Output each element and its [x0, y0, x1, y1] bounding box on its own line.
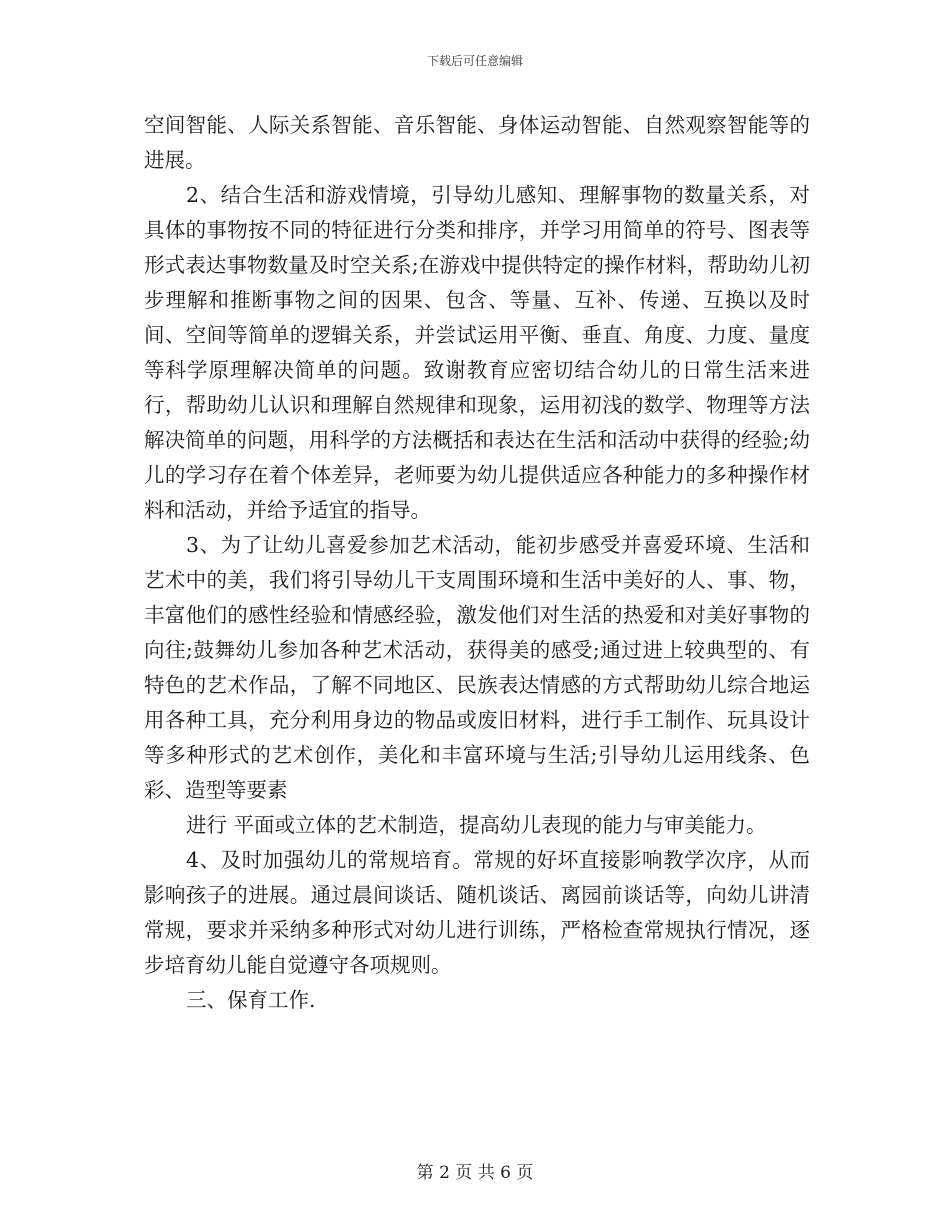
paragraph-item-3-continuation: 进行 平面或立体的艺术制造，提高幼儿表现的能力与审美能力。	[186, 813, 767, 837]
page-header-note: 下载后可任意编辑	[426, 54, 523, 68]
section-heading-care-work: 三、保育工作.	[186, 988, 316, 1012]
paragraph-item-2: 2、结合生活和游戏情境，引导幼儿感知、理解事物的数量关系，对具体的事物按不同的特征进行分类和排序，并学习用简单的符号、图表等形式表达事物数量及时空关系;在游戏中提供特定的操作材料，帮助幼儿初步理解和推断事物之间的因果、包含、等量、互补、传递、互换以及时间、空间等简单的逻辑关系，并尝试运用平衡、垂直、角度、力度、量度等科学原理解决简单的问题。致谢教育应密切结合幼儿的日常生活来进行，帮助幼儿认识和理解自然规律和现象，运用初浅的数学、物理等方法解决简单的问题，用科学的方法概括和表达在生活和活动中获得的经验;幼儿的学习存在着个体差异，老师要为幼儿提供适应各种能力的多种操作材料和活动，并给予适宜的指导。	[144, 183, 810, 522]
paragraph-item-3: 3、为了让幼儿喜爱参加艺术活动，能初步感受并喜爱环境、生活和艺术中的美，我们将引导幼儿干支周围环境和生活中美好的人、事、物，丰富他们的感性经验和情感经验，激发他们对生活的热爱和对美好事物的向往;鼓舞幼儿参加各种艺术活动，获得美的感受;通过进上较典型的、有特色的艺术作品，了解不同地区、民族表达情感的方式帮助幼儿综合地运用各种工具，充分利用身边的物品或废旧材料，进行手工制作、玩具设计等多种形式的艺术创作，美化和丰富环境与生活;引导幼儿运用线条、色彩、造型等要素	[144, 533, 810, 802]
document-body	[144, 108, 810, 1018]
paragraph-item-4: 4、及时加强幼儿的常规培育。常规的好坏直接影响教学次序，从而影响孩子的进展。通过晨间谈话、随机谈话、离园前谈话等，向幼儿讲清常规，要求并采纳多种形式对幼儿进行训练，严格检查常规执行情况，逐步培育幼儿能自觉遵守各项规则。	[144, 848, 810, 977]
paragraph-continuation: 空间智能、人际关系智能、音乐智能、身体运动智能、自然观察智能等的进展。	[144, 113, 810, 172]
page-number: 第 2 页 共 6 页	[416, 1163, 534, 1183]
